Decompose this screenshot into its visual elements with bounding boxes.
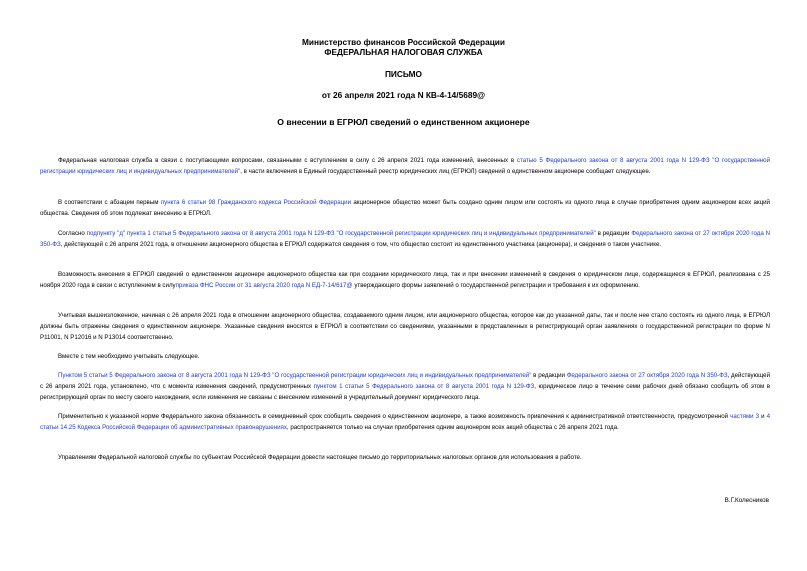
- text: , распространяется только на случаи приобретения одним акционером всех акций общества с 26 апреля 2021 года.: [286, 424, 619, 431]
- paragraph-1: [40, 155, 770, 177]
- text: Управлениям Федеральной налоговой службы по субъектам Российской Федерации довести настоящее письмо до территориальных налоговых органов для использования в работе.: [58, 454, 582, 461]
- paragraph-3: [40, 228, 770, 250]
- text: Учитывая вышеизложенное, начиная с 26 апреля 2021 года в отношении акционерного общества, создаваемого одним лицом, или акционерного общества, которое как до указанной даты, так и после нее стало состоять из одного лица, в ЕГРЮЛ должны быть отражены сведения о единственном акционере. Указанные сведения вносятся в ЕГРЮЛ в соответствии со сведениями, указанными в представленных в регистрирующий орган заявлениях о государственной регистрации по форме N Р11001, N Р12016 и N Р13014 соответственно.: [40, 312, 770, 341]
- text: в редакции: [531, 372, 567, 379]
- order-link[interactable]: приказа ФНС России от 31 августа 2020 года N ЕД-7-14/617@: [175, 282, 353, 289]
- text: и: [759, 413, 767, 420]
- paragraph-4: [40, 269, 770, 291]
- text: Согласно: [58, 230, 87, 237]
- civil-code-link[interactable]: пункта 6 статьи 98 Гражданского кодекса Российской Федерации: [160, 199, 352, 206]
- law-link[interactable]: Пунктом 5 статьи 5 Федерального закона от 8 августа 2001 года N 129-ФЗ "О государственной регистрации юридических лиц и индивидуальных предпринимателей": [58, 372, 532, 379]
- paragraph-8: [40, 411, 770, 433]
- document-type: ПИСЬМО: [384, 69, 423, 79]
- text: , в части включения в Единый государственный реестр юридических лиц (ЕГРЮЛ) сведений о единственном акционере сообщает следующее.: [240, 168, 651, 175]
- law-link[interactable]: пунктом 1 статьи 5 Федерального закона от 8 августа 2001 года N 129-ФЗ: [313, 383, 535, 390]
- service-name: ФЕДЕРАЛЬНАЯ НАЛОГОВАЯ СЛУЖБА: [324, 47, 483, 57]
- text: Вместе с тем необходимо учитывать следующее.: [58, 353, 200, 360]
- law-link[interactable]: Федерального закона от 27 октября 2020 года N 350-ФЗ: [566, 372, 728, 379]
- text: акционерное общество может быть создано одним лицом или состоять из одного лица в случае приобретения одним акционером всех акций общества. Сведения об этом подлежат внесению в ЕГРЮЛ.: [40, 199, 770, 217]
- text: утверждающего формы заявлений о государственной регистрации и требования к их оформлению.: [352, 282, 640, 289]
- text: , юридическое лицо в течение семи рабочих дней обязано сообщить об этом в регистрирующий орган по месту своего нахождения, если изменения не связаны с внесением изменений в учредительный документ юридического лица.: [40, 383, 770, 401]
- paragraph-7: [40, 370, 770, 403]
- koap-link[interactable]: частями 3: [730, 413, 760, 420]
- paragraph-2: [40, 197, 770, 219]
- document-subject: О внесении в ЕГРЮЛ сведений о единственном акционере: [277, 117, 530, 127]
- law-link[interactable]: подпункту "д" пункта 1 статьи 5 Федерального закона от 8 августа 2001 года N 129-ФЗ "О государственной регистрации юридических лиц и индивидуальных предпринимателей": [86, 230, 596, 237]
- text: , действующей с 26 апреля 2021 года, установлено, что с момента изменения сведений, предусмотренных: [40, 372, 770, 390]
- koap-link[interactable]: 4 статьи 14.25 Кодекса Российской Федерации об административных правонарушениях: [40, 413, 770, 431]
- law-link[interactable]: статью 5 Федерального закона от 8 августа 2001 года N 129-ФЗ "О государственной регистрации юридических лиц и индивидуальных предпринимателей": [40, 157, 771, 175]
- ministry-name: Министерство финансов Российской Федерации: [301, 37, 506, 47]
- signature: В.Г.Колесников: [724, 497, 769, 504]
- text: в редакции: [595, 230, 632, 237]
- paragraph-6: [40, 351, 770, 362]
- text: Применительно к указанной норме Федерального закона обязанность в семидневный срок сообщить сведения о единственном акционере, а также возможность привлечения к административной ответственности, предусмотренной: [58, 413, 731, 420]
- text: , действующей с 26 апреля 2021 года, в отношении акционерного общества в ЕГРЮЛ содержатся сведения о том, что общество состоит из единственного участника (акционера), и сведения о таком участнике.: [60, 241, 662, 248]
- text: В соответствии с абзацем первым: [58, 199, 161, 206]
- paragraph-9: [40, 452, 770, 463]
- law-link[interactable]: Федерального закона от 27 октября 2020 года N 350-ФЗ: [40, 230, 771, 248]
- document-date-number: от 26 апреля 2021 года N КВ-4-14/5689@: [321, 90, 486, 100]
- paragraph-5: [40, 310, 770, 343]
- text: Федеральная налоговая служба в связи с поступающими вопросами, связанными с вступлением в силу с 26 апреля 2021 года изменений, внесенных в: [58, 157, 517, 164]
- text: Возможность внесения в ЕГРЮЛ сведений о единственном акционере акционерного общества как при создании юридического лица, так и при внесении изменений в сведения о юридическом лице, содержащиеся в ЕГРЮЛ, реализована с 25 ноября 2020 года в связи с вступлением в силу: [40, 271, 770, 289]
